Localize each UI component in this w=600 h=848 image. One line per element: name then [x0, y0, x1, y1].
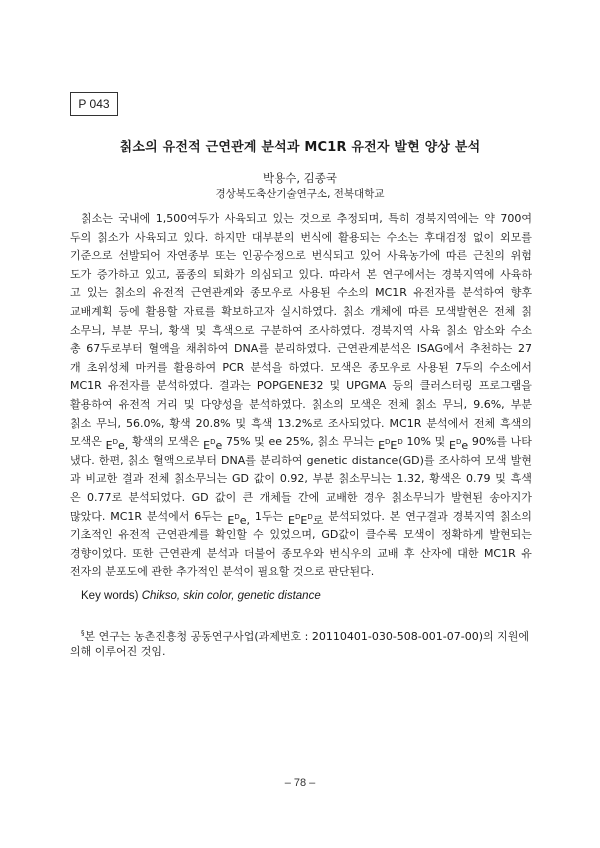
- abstract-line: 은 0.77로 분석되었다. GD 값이 큰 개체들 간에 교배한 경우 칡소무늬가 발현된 송아지가: [70, 490, 532, 504]
- keywords: [81, 590, 321, 602]
- abstract-body: [70, 210, 532, 582]
- keywords-label: Key words): [81, 590, 139, 602]
- footnote-text: 본 연구는 농촌진흥청 공동연구사업(과제번호 : 20110401-030-508-001-07-00)의 지원에: [84, 630, 529, 643]
- abstract-line: 기초적인 유전적 근연관계를 확인할 수 있었으며, GD값이 클수록 모색이 정확하게 발현되는: [70, 528, 532, 542]
- abstract-line: 활용하여 유전적 거리 및 다양성을 분석하였다. 칡소의 모색은 전체 칡소 무늬, 9.6%, 부분: [70, 397, 532, 411]
- abstract-line: 교배계획 등에 활용할 자료를 확보하고자 실시하였다. 칡소 개체에 따른 모색발현은 전체 칡: [70, 304, 532, 318]
- abstract-line: 두의 칡소가 사육되고 있다. 하지만 대부분의 번식에 활용되는 수소는 후대검정 없이 외모를: [70, 230, 532, 244]
- abstract-line: 도가 증가하고 있고, 품종의 퇴화가 의심되고 있다. 따라서 본 연구에서는 경북지역에 사육하: [70, 267, 532, 281]
- paper-title: 칡소의 유전적 근연관계 분석과 MC1R 유전자 발현 양상 분석: [119, 140, 481, 155]
- abstract-line: 고 있는 칡소의 유전적 근연관계와 종모우로 사용된 수소의 MC1R 유전자를 분석하여 향후: [70, 286, 532, 300]
- abstract-line: 칡소는 국내에 1,500여두가 사육되고 있는 것으로 추정되며, 특히 경북지역에는 약 700여: [81, 212, 532, 225]
- abstract-line: 과 비교한 결과 전체 칡소무늬는 GD 값이 0.92, 부분 칡소무늬는 1.32, 황색은 0.79 및 흑색: [70, 472, 532, 486]
- abstract-line: MC1R 유전자를 분석하였다. 결과는 POPGENE32 및 UPGMA 등의 클러스터링 프로그램을: [70, 379, 532, 393]
- abstract-line: 총 67두로부터 혈액을 채취하여 DNA를 분리하였다. 근연관계분석은 ISAG에서 추천하는 27: [70, 342, 532, 356]
- abstract-line: 모색은 $E^De$, 황색의 모색은 $E^De$ 75% 및 ee 25%, 칡소 무늬는 $E^DE^D$ 10% 및 $E^De$ 90%를 나타: [70, 435, 532, 453]
- abstract-line: 경향이었다. 또한 근연관계 분석과 더불어 종모우와 번식우의 교배 후 산자에 대한 MC1R 유: [70, 546, 532, 560]
- poster-id-box: P 043: [70, 92, 118, 116]
- footnote-line: [70, 624, 532, 643]
- abstract-line: 냈다. 한편, 칡소 혈액으로부터 DNA를 분리하여 genetic distance(GD)를 조사하여 모색 발현: [70, 453, 532, 467]
- footnote-mark: §: [81, 629, 85, 637]
- abstract-line: 칡소 무늬, 56.0%, 황색 20.8% 및 흑색 13.2%로 조사되었다. MC1R 분석에서 전체 흑색의: [70, 416, 532, 430]
- authors: 박용수, 김종국: [263, 171, 337, 185]
- abstract-line: 전자의 분포도에 관한 추가적인 분석이 필요할 것으로 판단된다.: [70, 565, 375, 579]
- footnote-line: 의해 이루어진 것임.: [70, 644, 166, 658]
- abstract-line: 소무늬, 부분 무늬, 황색 및 흑색으로 구분하여 조사하였다. 경북지역 사육 칡소 암소와 수소: [70, 323, 532, 337]
- funding-footnote: [70, 624, 532, 661]
- keywords-value: Chikso, skin color, genetic distance: [141, 590, 321, 602]
- abstract-line: 많았다. MC1R 분석에서 6두는 $E^De$, 1두는 $E^DE^D$로 분석되었다. 본 연구결과 경북지역 칡소의: [70, 509, 532, 527]
- abstract-line: 개 초위성체 마커를 활용하여 PCR 분석을 하였다. 모색은 종모우로 사용된 7두의 수소에서: [70, 360, 532, 374]
- affiliation: 경상북도축산기술연구소, 전북대학교: [215, 188, 385, 200]
- page-number: – 78 –: [284, 777, 316, 789]
- abstract-line: 기준으로 선발되어 자연종부 또는 인공수정으로 번식되고 있어 사육농가에 따른 근친의 위험: [70, 249, 532, 263]
